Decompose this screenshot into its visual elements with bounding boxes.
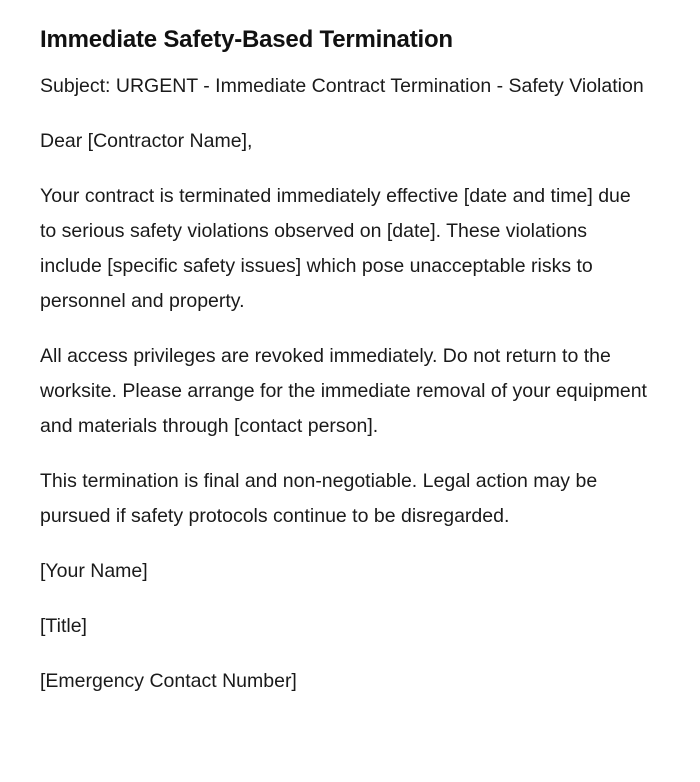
body-paragraph-access: All access privileges are revoked immediately. Do not return to the worksite. Please arrange for the immediate removal of your equipment and materials through [contact person]. xyxy=(40,345,647,437)
document-title: Immediate Safety-Based Termination xyxy=(40,26,453,53)
subject-line: Subject: URGENT - Immediate Contract Termination - Safety Violation xyxy=(40,75,644,97)
body-paragraph-final: This termination is final and non-negotiable. Legal action may be pursued if safety protocols continue to be disregarded. xyxy=(40,470,598,527)
signature-title: [Title] xyxy=(40,615,87,637)
signature-name: [Your Name] xyxy=(40,560,148,582)
salutation: Dear [Contractor Name], xyxy=(40,130,253,152)
body-paragraph-termination: Your contract is terminated immediately effective [date and time] due to serious safety violations observed on [date]. These violations include [specific safety issues] which pose unacceptable risks to personnel and property. xyxy=(40,185,631,312)
signature-contact: [Emergency Contact Number] xyxy=(40,670,297,692)
